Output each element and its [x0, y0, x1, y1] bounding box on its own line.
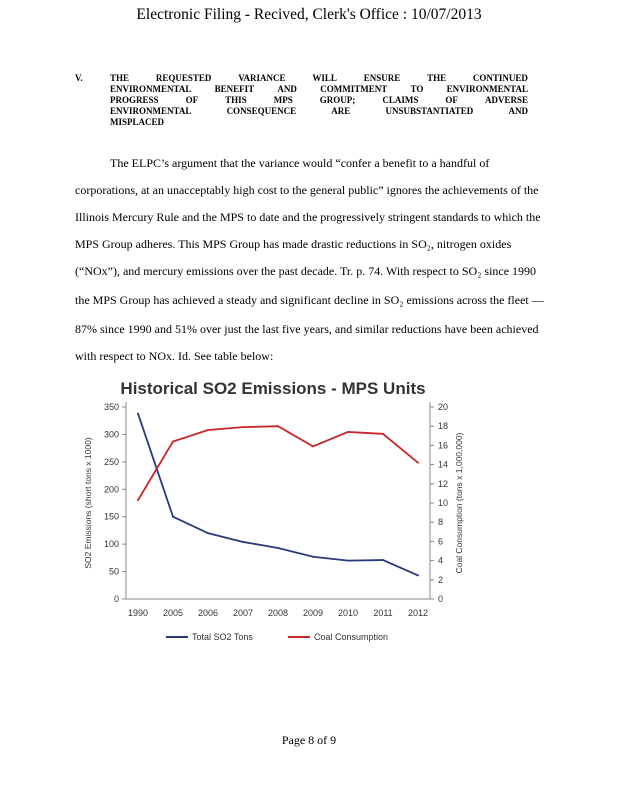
heading-word: MISPLACED — [110, 117, 165, 127]
heading-word: ARE — [331, 106, 351, 116]
y-tick-left-label: 0 — [113, 594, 119, 604]
filing-header: Electronic Filing - Recived, Clerk's Office : 10/07/2013 — [136, 6, 482, 23]
heading-word: REQUESTED — [155, 73, 212, 83]
series-line — [138, 414, 418, 576]
body-line-8: with respect to NOx. Id. See table below: — [75, 349, 274, 363]
body-line-5: (“NOx”), and mercury emissions over the past decade. Tr. p. 74. With respect to SO₂ since 1990 — [75, 264, 537, 278]
heading-word: WILL — [312, 73, 337, 83]
heading-word: AND — [277, 84, 297, 94]
data-point — [277, 547, 279, 549]
data-point — [137, 413, 139, 415]
y-tick-right-label: 14 — [438, 459, 449, 470]
heading-word: ENVIRONMENTAL — [110, 84, 192, 94]
heading-word: TO — [410, 84, 424, 94]
data-point — [172, 441, 174, 443]
heading-word: GROUP; — [319, 95, 356, 105]
y-tick-left-label: 50 — [108, 566, 119, 577]
x-tick-label: 2008 — [267, 608, 289, 618]
heading-word: CONTINUED — [472, 73, 528, 83]
legend-label: Total SO2 Tons — [192, 632, 253, 642]
y-axis-right-title: Coal Consumption (tons x 1,000,000) — [454, 432, 464, 574]
data-point — [417, 462, 419, 464]
y-tick-left-label: 350 — [103, 402, 119, 412]
heading-word: ADVERSE — [484, 95, 528, 105]
heading-line-3 — [110, 95, 528, 106]
body-line-6: the MPS Group has achieved a steady and significant decline in SO₂ emissions across the fleet — — [75, 293, 544, 307]
body-line-2: corporations, at an unacceptably high cost to the general public” ignores the achievements of the — [75, 183, 539, 197]
data-point — [417, 574, 419, 576]
y-tick-right-label: 6 — [438, 536, 444, 547]
y-tick-right-label: 12 — [438, 478, 449, 489]
data-point — [207, 532, 209, 534]
legend-label: Coal Consumption — [314, 632, 389, 642]
body-line-3: Illinois Mercury Rule and the MPS to date and the progressively stringent standards to which the — [75, 210, 541, 224]
x-tick-label: 2011 — [373, 608, 393, 618]
x-tick-label: 2005 — [162, 608, 184, 618]
y-tick-right-label: 10 — [438, 498, 449, 508]
heading-word: CONSEQUENCE — [226, 106, 297, 116]
heading-word: OF — [445, 95, 458, 105]
heading-word: COMMITMENT — [320, 84, 388, 94]
y-tick-right-label: 8 — [438, 517, 444, 528]
y-tick-right-label: 2 — [438, 574, 444, 585]
body-line-4: MPS Group adheres. This MPS Group has made drastic reductions in SO₂, nitrogen oxides — [75, 237, 512, 251]
heading-line-1 — [110, 73, 528, 84]
data-point — [347, 560, 349, 562]
heading-word: BENEFIT — [214, 84, 255, 94]
x-tick-label: 2006 — [197, 608, 219, 618]
heading-line-4 — [110, 106, 528, 117]
so2-chart — [78, 374, 468, 651]
page-number: Page 8 of 9 — [281, 733, 337, 747]
heading-word: OF — [185, 95, 199, 105]
heading-word: AND — [508, 106, 528, 116]
y-tick-left-label: 150 — [103, 511, 119, 522]
y-tick-right-label: 18 — [438, 421, 449, 432]
y-tick-left-label: 200 — [103, 484, 119, 495]
y-tick-right-label: 16 — [438, 440, 449, 451]
data-point — [382, 559, 384, 561]
chart-svg — [78, 374, 468, 651]
y-tick-right-label: 4 — [438, 555, 444, 566]
y-tick-right-label: 20 — [438, 402, 449, 412]
heading-word: ENSURE — [363, 73, 401, 83]
data-point — [172, 516, 174, 518]
y-tick-right-label: 0 — [438, 594, 444, 604]
section-number: V. — [75, 73, 83, 83]
body-line-1: The ELPC’s argument that the variance would “confer a benefit to a handful of — [110, 156, 490, 170]
heading-word: PROGRESS — [110, 95, 159, 105]
heading-word: VARIANCE — [238, 73, 286, 83]
x-tick-label: 2012 — [407, 608, 429, 618]
y-tick-left-label: 300 — [103, 429, 119, 440]
data-point — [382, 433, 384, 435]
heading-word: CLAIMS — [382, 95, 419, 105]
data-point — [312, 556, 314, 558]
chart-title: Historical SO2 Emissions - MPS Units — [120, 379, 426, 398]
heading-word: THIS — [225, 95, 247, 105]
y-tick-left-label: 100 — [103, 539, 119, 550]
x-tick-label: 2007 — [232, 608, 254, 618]
series-line — [138, 426, 418, 500]
data-point — [347, 431, 349, 433]
body-line-7: 87% since 1990 and 51% over just the last five years, and similar reductions have been achieved — [75, 322, 539, 336]
heading-line-5 — [110, 117, 528, 128]
y-tick-left-label: 250 — [103, 456, 119, 467]
heading-word: ENVIRONMENTAL — [110, 106, 192, 116]
heading-line-2 — [110, 84, 528, 95]
heading-word: UNSUBSTANTIATED — [385, 106, 474, 116]
data-point — [242, 426, 244, 428]
x-tick-label: 2009 — [302, 608, 324, 618]
heading-word: THE — [110, 73, 130, 83]
data-point — [207, 429, 209, 431]
x-tick-label: 2010 — [337, 608, 359, 618]
x-tick-label: 1990 — [127, 608, 149, 618]
heading-word: THE — [427, 73, 447, 83]
data-point — [242, 541, 244, 543]
data-point — [137, 499, 139, 501]
heading-word: ENVIRONMENTAL — [446, 84, 528, 94]
data-point — [312, 445, 314, 447]
heading-word: MPS — [273, 95, 293, 105]
y-axis-left-title: SO2 Emissions (short tons x 1000) — [83, 437, 93, 569]
data-point — [277, 425, 279, 427]
